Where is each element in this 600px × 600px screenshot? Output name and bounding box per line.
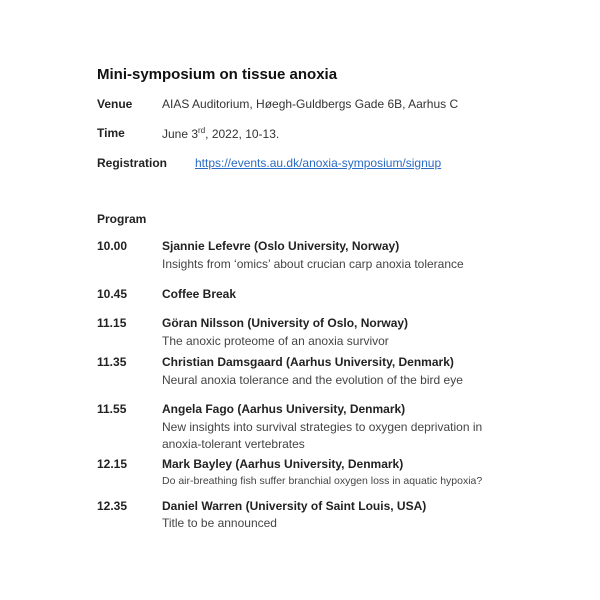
registration-link[interactable]: https://events.au.dk/anoxia-symposium/signup	[195, 156, 442, 170]
time-value-sup: rd	[198, 126, 206, 135]
program-speaker: Mark Bayley (Aarhus University, Denmark)	[162, 457, 404, 471]
time-value	[162, 126, 279, 141]
program-speaker: Daniel Warren (University of Saint Louis, USA)	[162, 499, 427, 513]
venue-label: Venue	[97, 97, 133, 111]
program-heading: Program	[97, 212, 147, 226]
venue-value: AIAS Auditorium, Høegh-Guldbergs Gade 6B, Aarhus C	[162, 97, 459, 111]
program-time: 11.35	[97, 355, 127, 369]
program-talk: Do air-breathing fish suffer branchial oxygen loss in aquatic hypoxia?	[162, 475, 483, 487]
program-talk: New insights into survival strategies to oxygen deprivation in	[162, 420, 483, 434]
program-time: 10.00	[97, 239, 128, 253]
program-speaker: Christian Damsgaard (Aarhus University, Denmark)	[162, 355, 454, 369]
registration-label: Registration	[97, 156, 168, 170]
program-speaker: Göran Nilsson (University of Oslo, Norway)	[162, 316, 409, 330]
program-time: 10.45	[97, 287, 128, 301]
program-time: 11.15	[97, 316, 127, 330]
program-talk: anoxia-tolerant vertebrates	[162, 437, 305, 451]
program-talk: The anoxic proteome of an anoxia survivor	[162, 334, 389, 348]
program-talk: Neural anoxia tolerance and the evolution of the bird eye	[162, 373, 463, 387]
program-time: 11.55	[97, 402, 127, 416]
program-talk: Title to be announced	[162, 516, 277, 530]
program-speaker: Sjannie Lefevre (Oslo University, Norway)	[162, 239, 400, 253]
program-time: 12.35	[97, 499, 128, 513]
time-value-date: June 3	[162, 127, 199, 141]
time-value-rest: , 2022, 10-13.	[205, 127, 280, 141]
time-label: Time	[97, 126, 125, 140]
program-speaker: Coffee Break	[162, 287, 237, 301]
program-talk: Insights from ‘omics’ about crucian carp anoxia tolerance	[162, 257, 464, 271]
page-title: Mini-symposium on tissue anoxia	[97, 66, 338, 83]
program-time: 12.15	[97, 457, 128, 471]
program-speaker: Angela Fago (Aarhus University, Denmark)	[162, 402, 406, 416]
